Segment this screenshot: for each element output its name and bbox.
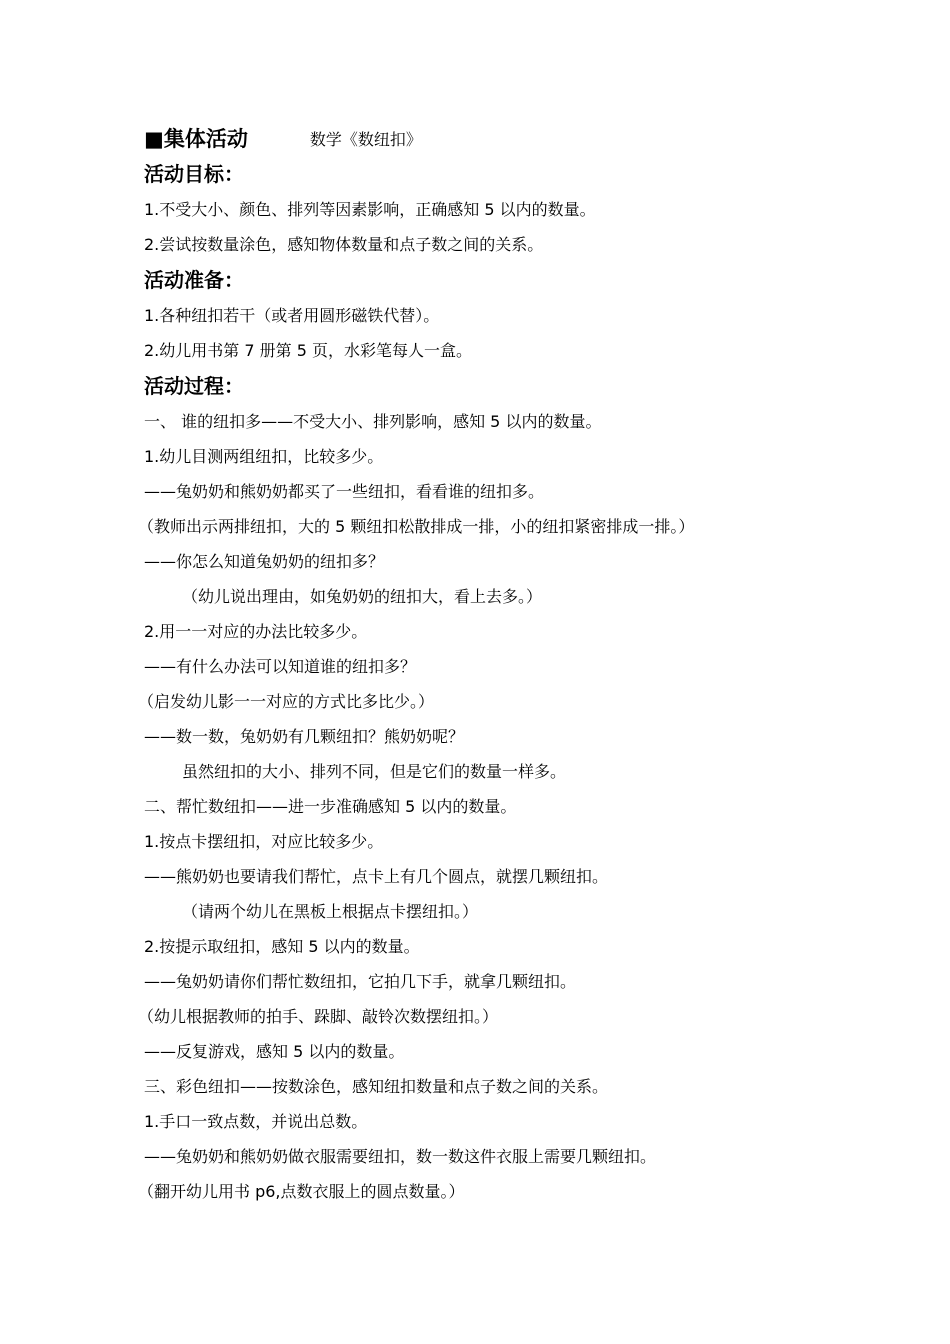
- paragraph-line: 2.幼儿用书第 7 册第 5 页，水彩笔每人一盒。: [144, 341, 472, 360]
- paragraph-line: ——熊奶奶也要请我们帮忙，点卡上有几个圆点，就摆几颗纽扣。: [144, 867, 609, 886]
- document-page: [138, 120, 864, 1209]
- section-heading: 活动准备：: [144, 268, 244, 292]
- paragraph-line: （幼儿说出理由，如兔奶奶的纽扣大，看上去多。）: [182, 587, 543, 606]
- document-section: [138, 368, 864, 1209]
- paragraph-line: 一、 谁的纽扣多——不受大小、排列影响，感知 5 以内的数量。: [144, 412, 602, 431]
- paragraph-line: 虽然纽扣的大小、排列不同，但是它们的数量一样多。: [182, 762, 567, 781]
- paragraph-line: 二、帮忙数纽扣——进一步准确感知 5 以内的数量。: [144, 797, 517, 816]
- paragraph-line: （启发幼儿影一一对应的方式比多比少。）: [138, 692, 435, 711]
- paragraph-line: 1.按点卡摆纽扣，对应比较多少。: [144, 832, 384, 851]
- paragraph-line: ——兔奶奶请你们帮忙数纽扣，它拍几下手，就拿几颗纽扣。: [144, 972, 577, 991]
- paragraph-line: ——你怎么知道兔奶奶的纽扣多？: [144, 552, 385, 571]
- paragraph-line: （请两个幼儿在黑板上根据点卡摆纽扣。）: [182, 902, 479, 921]
- section-heading: 活动过程：: [144, 374, 244, 398]
- paragraph-line: 2.尝试按数量涂色，感知物体数量和点子数之间的关系。: [144, 235, 544, 254]
- document-body: [138, 156, 864, 1209]
- paragraph-line: 1.各种纽扣若干（或者用圆形磁铁代替）。: [144, 306, 440, 325]
- paragraph-line: （教师出示两排纽扣，大的 5 颗纽扣松散排成一排，小的纽扣紧密排成一排。）: [138, 517, 695, 536]
- lesson-title: 数学《数纽扣》: [309, 129, 422, 149]
- document-title: [144, 120, 864, 156]
- document-section: [144, 262, 864, 368]
- paragraph-line: 三、彩色纽扣——按数涂色，感知纽扣数量和点子数之间的关系。: [144, 1077, 609, 1096]
- document-section: [144, 156, 864, 262]
- paragraph-line: 2.用一一对应的办法比较多少。: [144, 622, 368, 641]
- paragraph-line: 2.按提示取纽扣，感知 5 以内的数量。: [144, 937, 420, 956]
- paragraph-line: （翻开幼儿用书 p6,点数衣服上的圆点数量。）: [138, 1182, 465, 1201]
- paragraph-line: （幼儿根据教师的拍手、跺脚、敲铃次数摆纽扣。）: [138, 1007, 499, 1026]
- section-heading: 活动目标：: [144, 162, 244, 186]
- activity-type-title: ■集体活动: [144, 127, 248, 151]
- paragraph-line: ——兔奶奶和熊奶奶做衣服需要纽扣，数一数这件衣服上需要几颗纽扣。: [144, 1147, 657, 1166]
- paragraph-line: ——兔奶奶和熊奶奶都买了一些纽扣，看看谁的纽扣多。: [144, 482, 545, 501]
- paragraph-line: 1.幼儿目测两组纽扣，比较多少。: [144, 447, 384, 466]
- paragraph-line: 1.手口一致点数，并说出总数。: [144, 1112, 368, 1131]
- paragraph-line: ——数一数，兔奶奶有几颗纽扣？熊奶奶呢？: [144, 727, 465, 746]
- paragraph-line: ——有什么办法可以知道谁的纽扣多？: [144, 657, 417, 676]
- paragraph-line: ——反复游戏，感知 5 以内的数量。: [144, 1042, 405, 1061]
- paragraph-line: 1.不受大小、颜色、排列等因素影响，正确感知 5 以内的数量。: [144, 200, 596, 219]
